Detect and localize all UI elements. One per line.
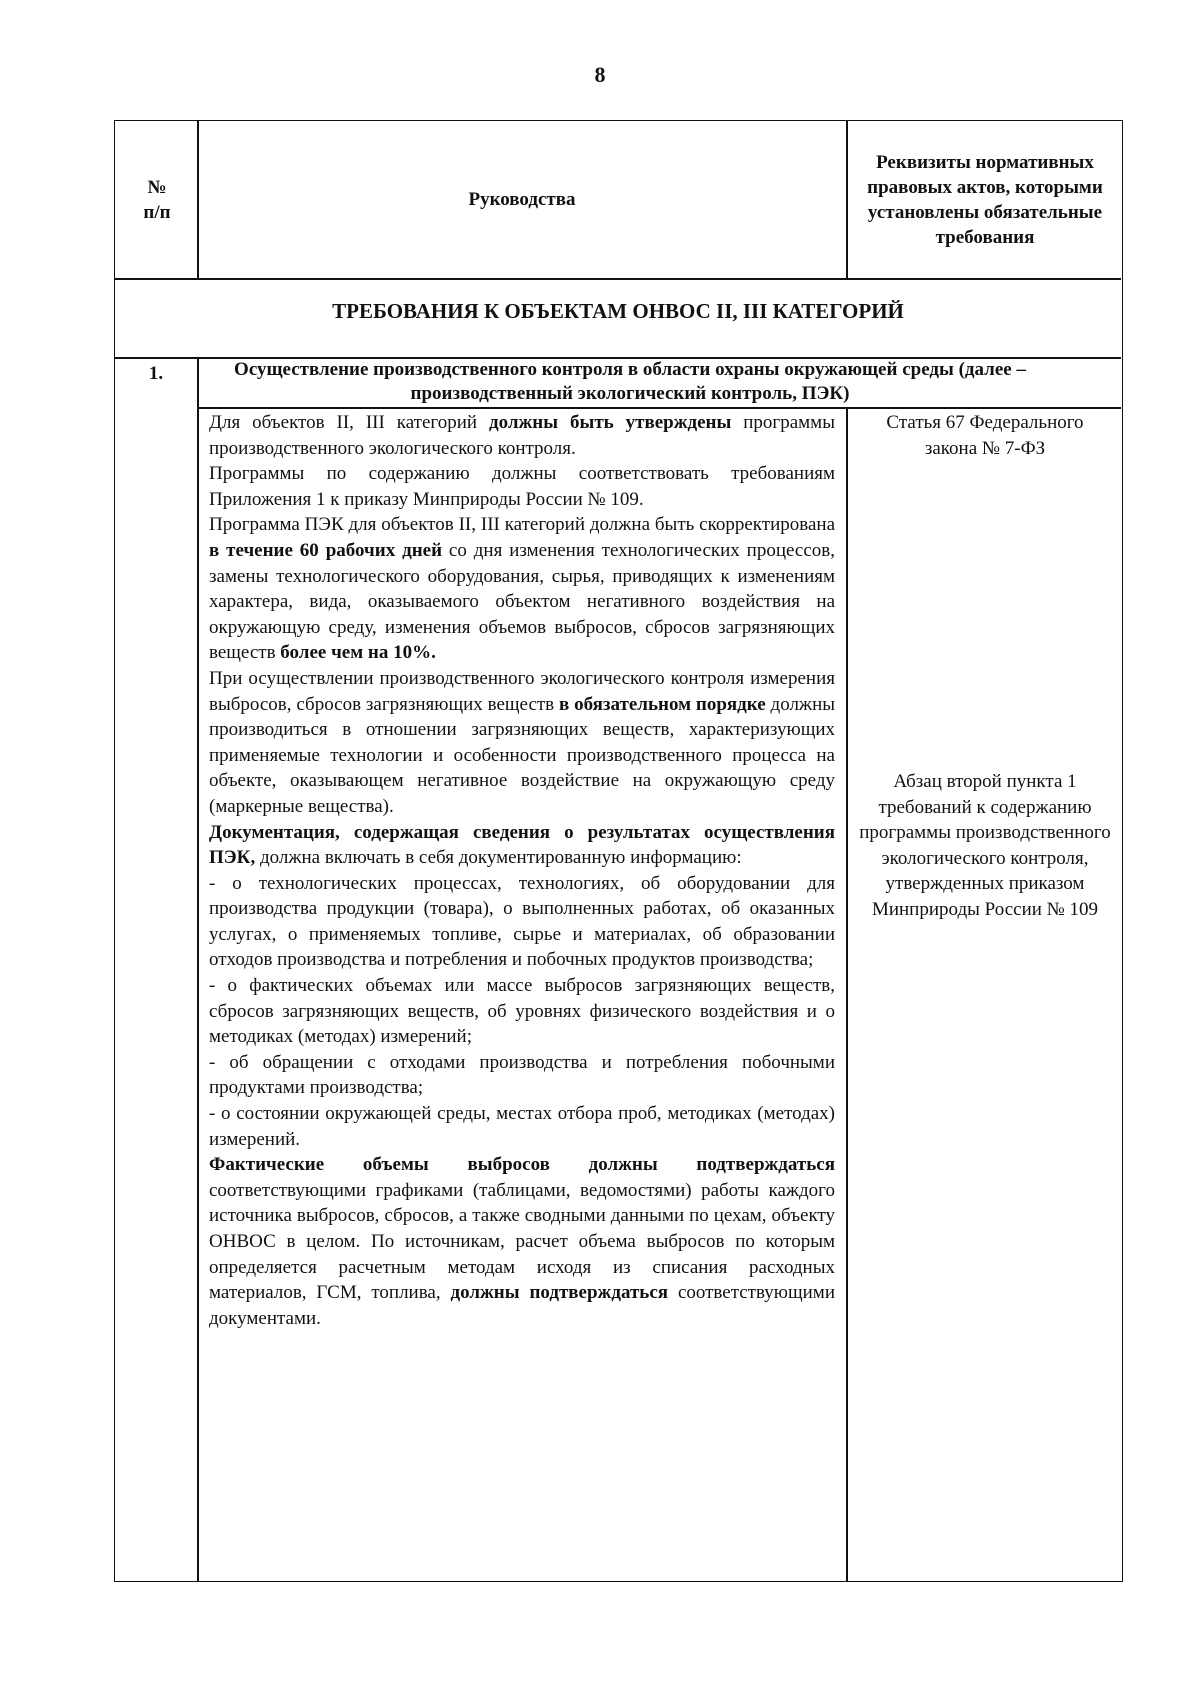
- header-col-requisites: [849, 121, 1121, 278]
- reference-1: [859, 410, 1111, 461]
- col-divider-1b: [197, 357, 199, 1581]
- reference-1-text: Статья 67 Федерального закона № 7-ФЗ: [886, 412, 1084, 459]
- row-divider-topic: [197, 407, 1121, 409]
- reference-2: [859, 769, 1111, 923]
- paragraph-3: Программа ПЭК для объектов II, III категорий должна быть скорректирована в течение 60 рабочих дней со дня изменения технологических процессов, замены технологического оборудования, сырья, приводящих к изменениям характера, вида, оказываемого объектом негативного воздействия на окружающую среду, изменения объемов выбросов, сбросов загрязняющих веществ более чем на 10%.: [209, 514, 835, 664]
- paragraph-4: При осуществлении производственного экологического контроля измерения выбросов, сбросов загрязняющих веществ в обязательном порядке должны производиться в отношении загрязняющих веществ, характеризующих применяемые технологии и особенности производственного процесса на объекте, оказывающем негативное воздействие на окружающую среду (маркерные вещества).: [209, 667, 835, 817]
- header-col-num: [127, 121, 187, 278]
- section-title-text: ТРЕБОВАНИЯ К ОБЪЕКТАМ ОНВОС II, III КАТЕГОРИЙ: [332, 299, 904, 323]
- row-topic-text: Осуществление производственного контроля в области охраны окружающей среды (далее – производственный экологический контроль, ПЭК): [234, 359, 1026, 404]
- page-number: 8: [594, 62, 606, 87]
- guidance-text: [209, 410, 835, 1331]
- requirements-table: [114, 120, 1123, 1582]
- paragraph-5: Документация, содержащая сведения о результатах осуществления ПЭК, должна включать в себя документированную информацию:: [209, 821, 835, 869]
- header-num-label: № п/п: [143, 176, 171, 223]
- section-title: [115, 299, 1121, 324]
- row-divider-header: [115, 278, 1121, 280]
- paragraph-2: Программы по содержанию должны соответствовать требованиям Приложения 1 к приказу Минприроды России № 109.: [209, 463, 835, 510]
- row-topic: [225, 358, 1035, 406]
- header-guidance-label: Руководства: [468, 189, 576, 210]
- header-col-guidance: [199, 121, 845, 278]
- row-number-text: 1.: [148, 363, 164, 384]
- row-number: [115, 363, 197, 385]
- paragraph-1: Для объектов II, III категорий должны быть утверждены программы производственного экологического контроля.: [209, 412, 835, 459]
- reference-2-text: Абзац второй пункта 1 требований к содержанию программы производственного экологического контроля, утвержденных приказом Минприроды России № 109: [859, 771, 1111, 920]
- paragraph-7: - о фактических объемах или массе выбросов загрязняющих веществ, сбросов загрязняющих веществ, об уровнях физического воздействия и о методиках (методах) измерений;: [209, 975, 835, 1048]
- paragraph-6: - о технологических процессах, технологиях, об оборудовании для производства продукции (товара), о выполненных работах, об оказанных услугах, о применяемых топливе, сырье и материалах, об образовании отходов производства и потребления и побочных продуктов производства;: [209, 872, 835, 971]
- paragraph-10: Фактические объемы выбросов должны подтверждаться соответствующими графиками (таблицами, ведомостями) работы каждого источника выбросов, сбросов, а также сводными данными по цехам, объекту ОНВОС в целом. По источникам, расчет объема выбросов по которым определяется расчетным методам исходя из списания расходных материалов, ГСМ, топлива, должны подтверждаться соответствующими документами.: [209, 1154, 835, 1329]
- header-requisites-label: Реквизиты нормативных правовых актов, которыми установлены обязательные требования: [867, 151, 1103, 248]
- col-divider-2b: [846, 407, 848, 1581]
- paragraph-9: - о состоянии окружающей среды, местах отбора проб, методиках (методах) измерений.: [209, 1103, 835, 1150]
- col-divider-2: [846, 121, 848, 278]
- paragraph-8: - об обращении с отходами производства и потребления побочными продуктами производства;: [209, 1051, 835, 1099]
